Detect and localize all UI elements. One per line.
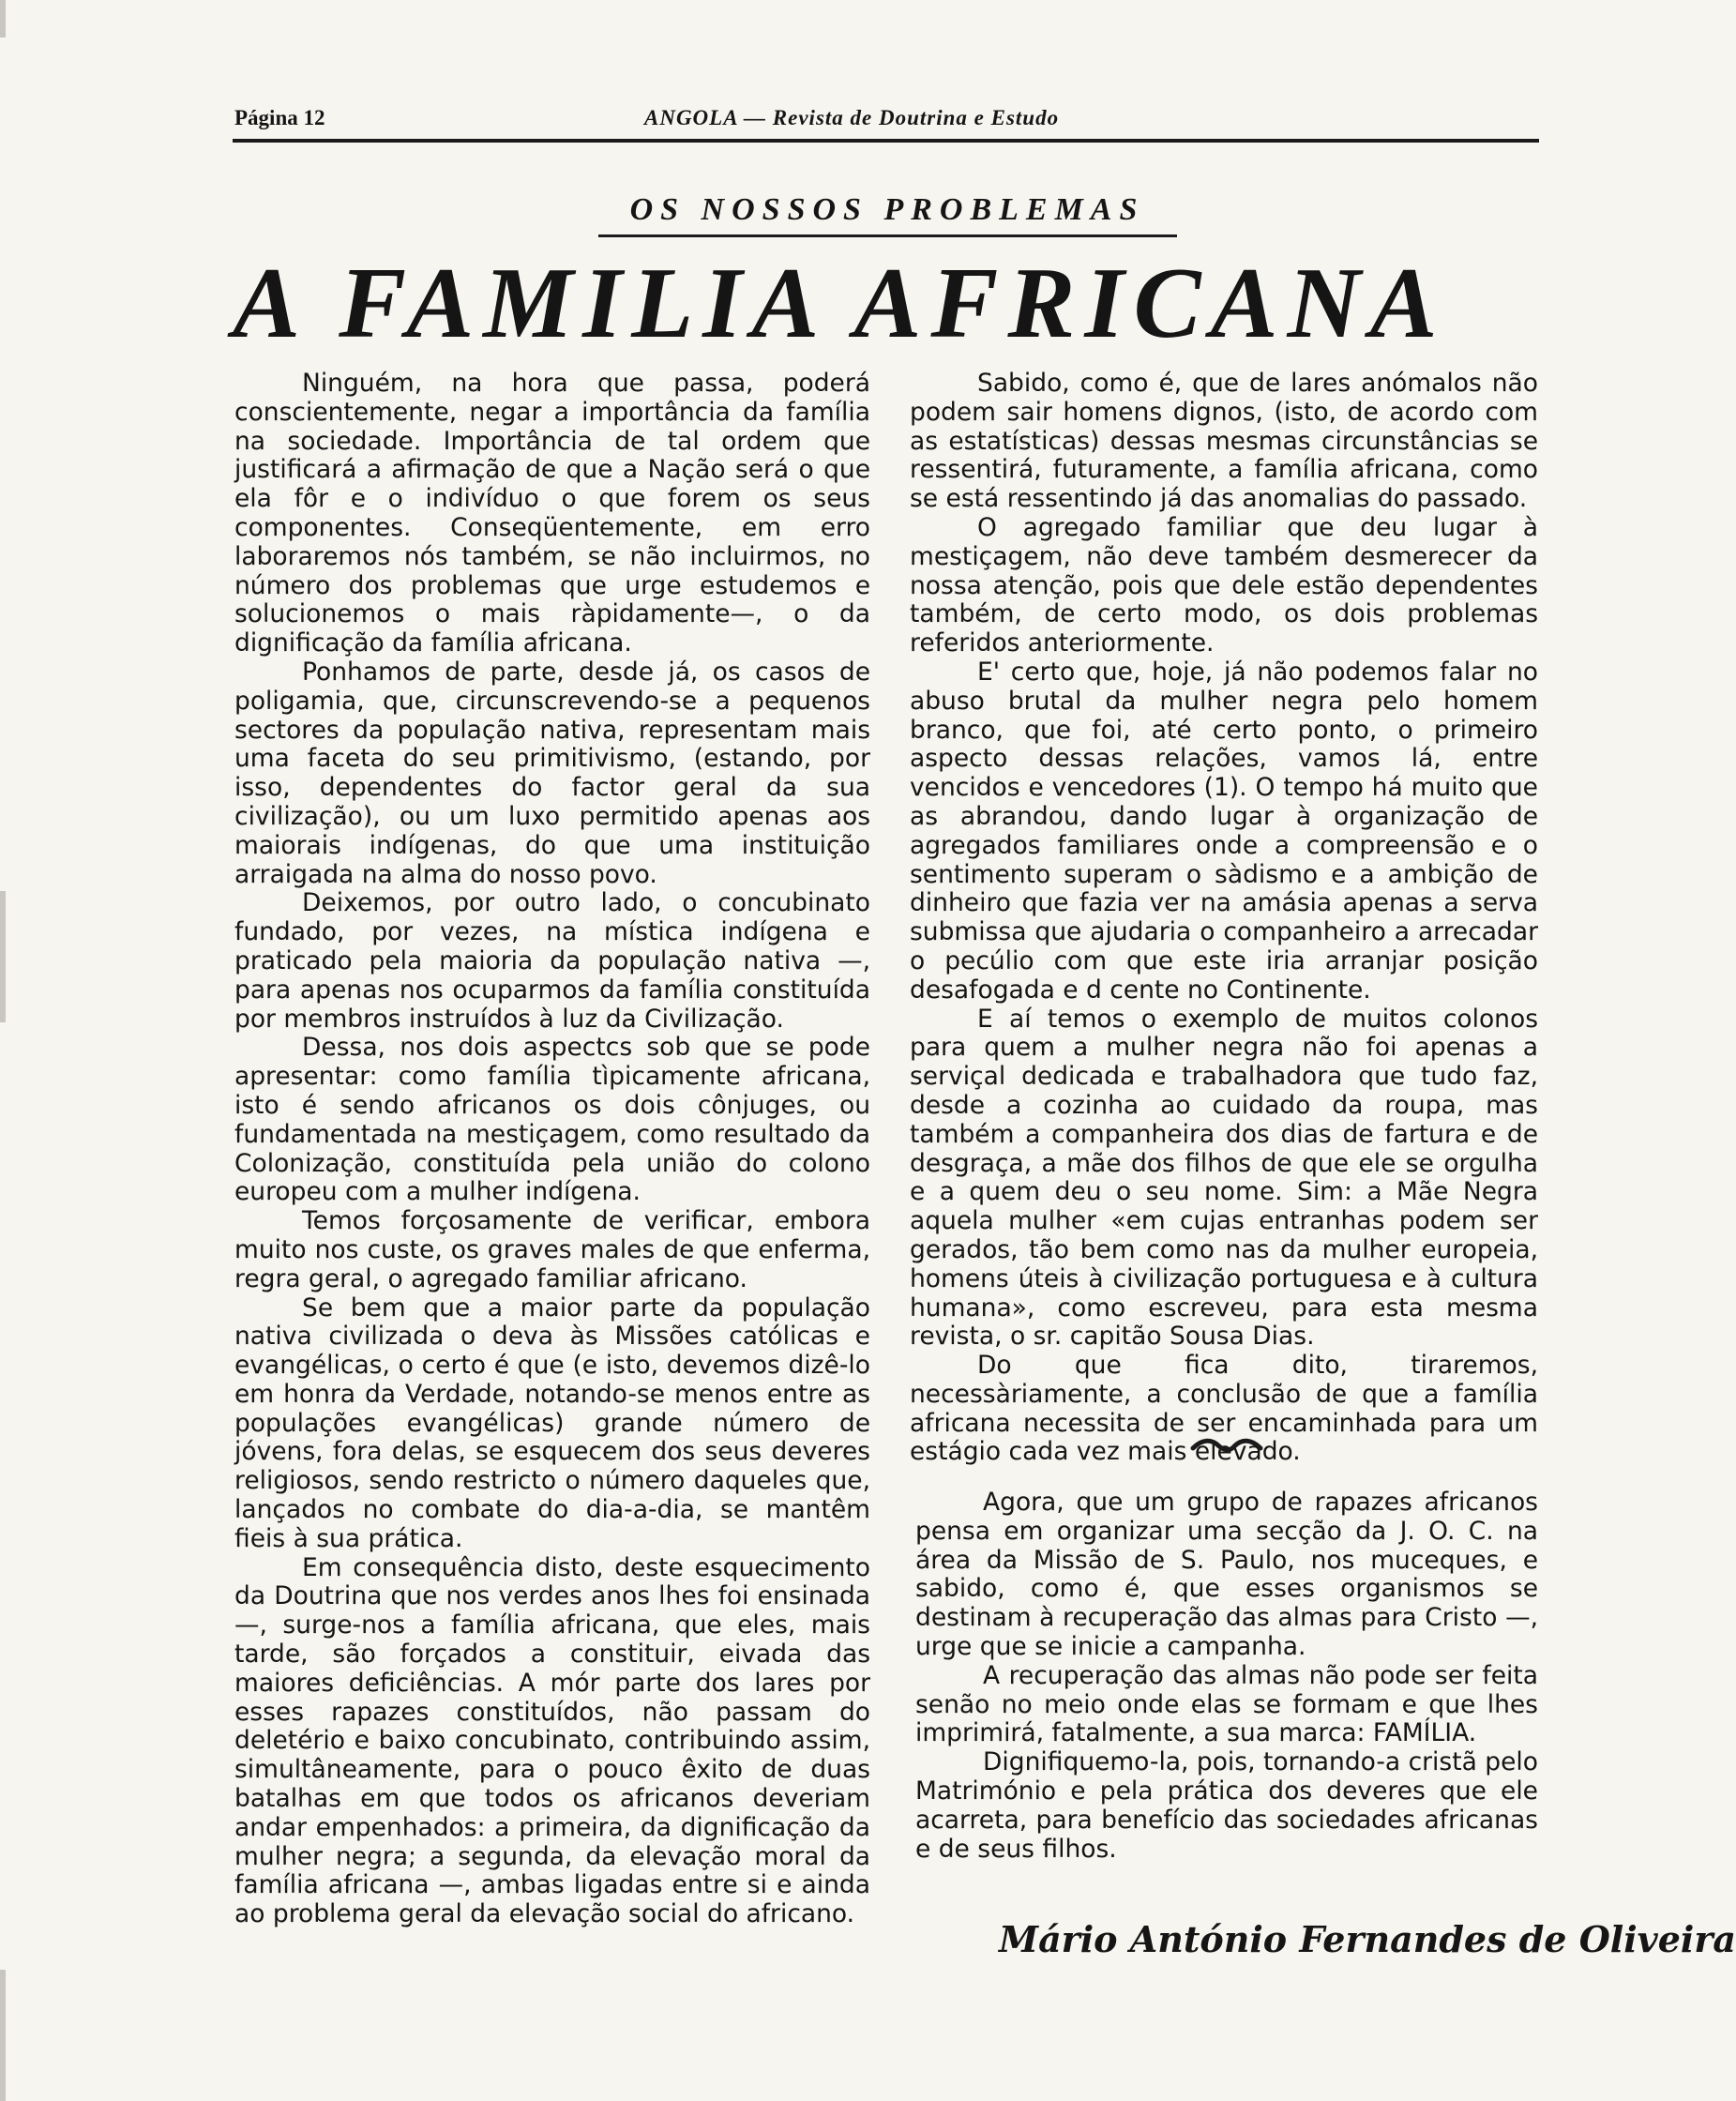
paragraph: Ponhamos de parte, desde já, os casos de poligamia, que, circunscrevendo-se a pequenos sectores da população nativa, representam mais uma faceta do seu primitivismo, (estando, por isso, dependentes do factor geral da sua civilização), ou um luxo permitido apenas aos maiorais indígenas, do que uma instituição arraigada na alma do nosso povo.: [234, 657, 870, 889]
paragraph: Temos forçosamente de verificar, embora muito nos custe, os graves males de que enferma, regra geral, o agregado familiar africano.: [234, 1206, 870, 1293]
closing-section: [915, 1489, 1538, 1864]
paragraph: E' certo que, hoje, já não podemos falar no abuso brutal da mulher negra pelo homem branco, que foi, até certo ponto, o primeiro aspecto dessas relações, vamos lá, entre vencidos e vencedores (1). O tempo há muito que as abrandou, dando lugar à organização de agregados familiares onde a compreensão e o sentimento superam o sàdismo e a ambição de dinheiro que fazia ver na amásia apenas a serva submissa que ajudaria o companheiro a arrecadar o pecúlio com que este iria arranjar posição desafogada e d cente no Continente.: [910, 657, 1538, 1005]
page-header: [234, 106, 1538, 136]
running-title: ANGOLA — Revista de Doutrina e Estudo: [644, 106, 1060, 129]
paragraph: Deixemos, por outro lado, o concubinato fundado, por vezes, na mística indígena e praticado pela maioria da população nativa —, para apenas nos ocuparmos da família constituída por membros instruídos à luz da Civilização.: [234, 888, 870, 1034]
paragraph: Em consequência disto, deste esquecimento da Doutrina que nos verdes anos lhes foi ensinada —, surge-nos a família africana, que eles, mais tarde, são forçados a constituir, eivada das maiores deficiências. A mór parte dos lares por esses rapazes constituídos, não passam do deletério e baixo concubinato, contribuindo assim, simultâneamente, para o pouco êxito de duas batalhas em que todos os africanos deveriam andar empenhados: a primeira, da dignificação da mulher negra; a segunda, da elevação moral da família africana —, ambas ligadas entre si e ainda ao problema geral da elevação social do africano.: [234, 1552, 870, 1929]
right-column: [910, 370, 1538, 1467]
paragraph: Dignifiquemo-la, pois, tornando-a cristã pelo Matrimónio e pela prática dos deveres que ele acarreta, para benefício das sociedades africanas e de seus filhos.: [915, 1747, 1538, 1864]
scan-edge-mark: [0, 891, 6, 1022]
section-divider-ornament: [1189, 1437, 1264, 1454]
paragraph: Se bem que a maior parte da população nativa civilizada o deva às Missões católicas e evangélicas, o certo é que (e isto, devemos dizê-lo em honra da Verdade, notando-se menos entre as populações evangélicas) grande número de jóvens, fora delas, se esquecem dos seus deveres religiosos, sendo restricto o número daqueles que, lançados no combate do dia-a-dia, se mantêm fieis à sua prática.: [234, 1292, 870, 1553]
article-title: A FAMILIA AFRICANA: [233, 248, 1447, 359]
paragraph: Agora, que um grupo de rapazes africanos pensa em organizar uma secção da J. O. C. na área da Missão de S. Paulo, nos muceques, e sabido, como é, que esses organismos se destinam à recuperação das almas para Cristo —, urge que se inicie a campanha.: [915, 1488, 1538, 1661]
paragraph: O agregado familiar que deu lugar à mestiçagem, não deve também desmerecer da nossa atenção, pois que dele estão dependentes também, de certo modo, os dois problemas referidos anteriormente.: [910, 512, 1538, 658]
article-kicker: OS NOSSOS PROBLEMAS: [629, 192, 1145, 227]
author-signature: Mário António Fernandes de Oliveira: [999, 1918, 1736, 1960]
scan-edge-mark: [0, 1970, 6, 2101]
paragraph: Do que fica dito, tiraremos, necessàriamente, a conclusão de que a família africana necessita de ser encaminhada para um estágio cada vez mais elevado.: [910, 1351, 1538, 1467]
page-number: Página 12: [234, 106, 325, 129]
paragraph: E aí temos o exemplo de muitos colonos para quem a mulher negra não foi apenas a serviçal dedicada e trabalhadora que tudo faz, desde a cozinha ao cuidado da roupa, mas também a companheira dos dias de fartura e de desgraça, a mãe dos filhos de que ele se orgulha e a quem deu o seu nome. Sim: a Mãe Negra aquela mulher «em cujas entranhas podem ser gerados, tão bem como nas da mulher europeia, homens úteis à civilização portuguesa e à cultura humana», como escreveu, para esta mesma revista, o sr. capitão Sousa Dias.: [910, 1004, 1538, 1352]
paragraph: Sabido, como é, que de lares anómalos não podem sair homens dignos, (isto, de acordo com as estatísticas) dessas mesmas circunstâncias se ressentirá, futuramente, a família africana, como se está ressentindo já das anomalias do passado.: [910, 369, 1538, 514]
paragraph: A recuperação das almas não pode ser feita senão no meio onde elas se formam e que lhes imprimirá, fatalmente, a sua marca: FAMÍLIA.: [915, 1660, 1538, 1748]
paragraph: Dessa, nos dois aspectcs sob que se pode apresentar: como família tìpicamente africana, isto é sendo africanos os dois cônjuges, ou fundamentada na mestiçagem, como resultado da Colonização, constituída pela união do colono europeu com a mulher indígena.: [234, 1033, 870, 1207]
paragraph: Ninguém, na hora que passa, poderá conscientemente, negar a importância da família na sociedade. Importância de tal ordem que justificará a afirmação de que a Nação será o que ela fôr e o indivíduo o que forem os seus componentes. Conseqüentemente, em erro laboraremos nós também, se não incluirmos, no número dos problemas que urge estudemos e solucionemos o mais ràpidamente—, o da dignificação da família africana.: [234, 369, 870, 658]
header-rule: [233, 139, 1539, 143]
kicker-underline: [598, 234, 1177, 237]
left-column: [234, 370, 870, 1929]
scan-edge-mark: [0, 0, 6, 38]
